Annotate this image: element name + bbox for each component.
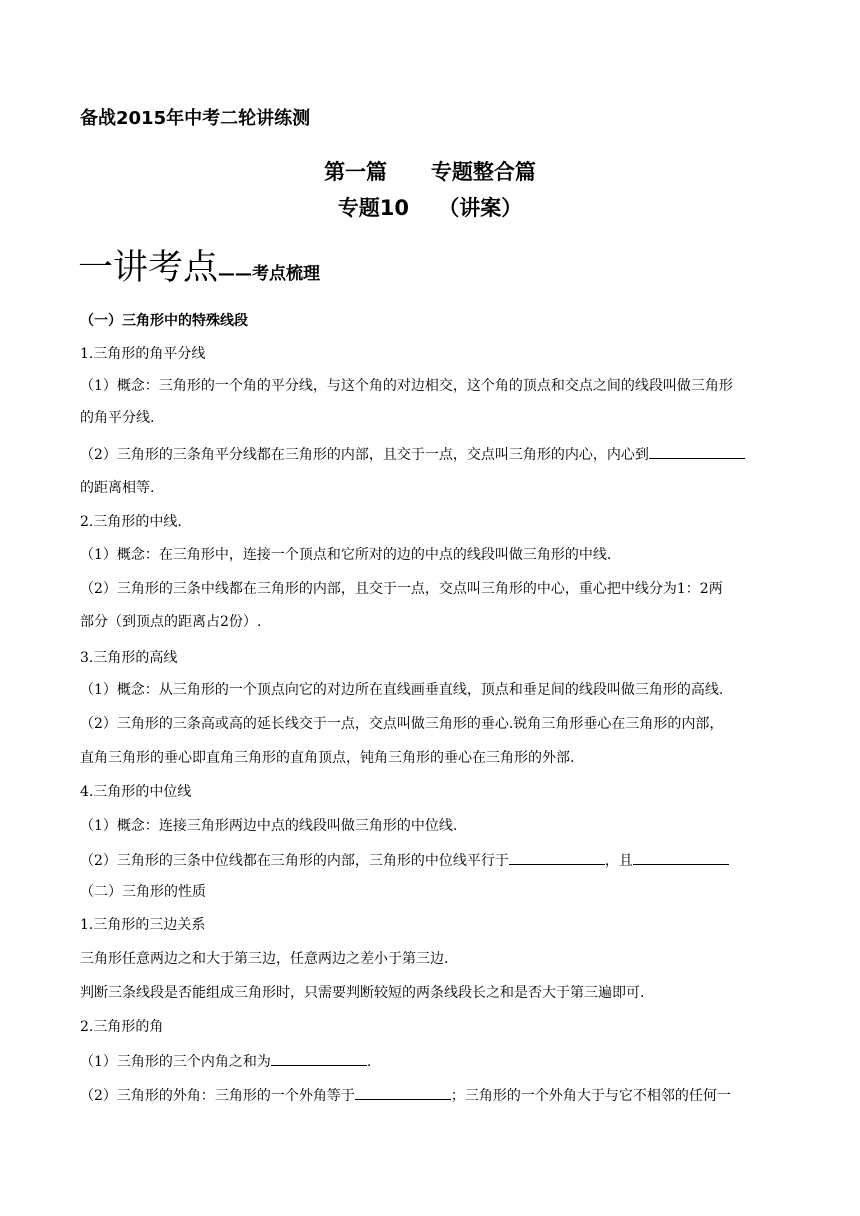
paragraph-line	[80, 1053, 371, 1070]
paragraph-line: 判断三条线段是否能组成三角形时，只需要判断较短的两条线段长之和是否大于第三遍即可.	[80, 985, 645, 1001]
paragraph-line: 的角平分线.	[80, 410, 155, 426]
paragraph-line	[80, 852, 729, 869]
paragraph-line	[80, 446, 745, 463]
fill-in-blank[interactable]	[271, 1053, 367, 1066]
item-heading: 1.三角形的角平分线	[80, 346, 206, 362]
subsection-heading: （一）三角形中的特殊线段	[80, 313, 248, 329]
paragraph-text: .	[366, 1054, 372, 1070]
paragraph-line: 三角形任意两边之和大于第三边，任意两边之差小于第三边.	[80, 951, 449, 967]
paragraph-text: ；三角形的一个外角大于与它不相邻的任何一	[450, 1088, 731, 1104]
subsection-heading: （二）三角形的性质	[80, 884, 206, 900]
fill-in-blank[interactable]	[509, 852, 605, 865]
fill-in-blank[interactable]	[355, 1087, 451, 1100]
paragraph-text: （1）三角形的三个内角之和为	[80, 1054, 271, 1070]
paragraph-text: （2）三角形的三条中位线都在三角形的内部，三角形的中位线平行于	[80, 853, 509, 869]
section-heading	[78, 240, 320, 290]
paragraph-line: （1）概念：连接三角形两边中点的线段叫做三角形的中位线.	[80, 818, 458, 834]
paragraph-line: 直角三角形的垂心即直角三角形的直角顶点，钝角三角形的垂心在三角形的外部.	[80, 750, 575, 766]
paragraph-line: 的距离相等.	[80, 480, 155, 496]
section-heading-main: 一讲考点	[78, 248, 219, 288]
topic-title: 专题10 （讲案）	[337, 196, 523, 220]
paragraph-line: （1）概念：在三角形中，连接一个顶点和它所对的边的中点的线段叫做三角形的中线.	[80, 547, 612, 563]
item-heading: 2.三角形的角	[80, 1019, 164, 1035]
paragraph-text: ，且	[604, 853, 633, 869]
section-heading-sub: ——考点梳理	[218, 264, 321, 284]
item-heading: 4.三角形的中位线	[80, 784, 192, 800]
fill-in-blank[interactable]	[649, 446, 745, 459]
item-heading: 3.三角形的高线	[80, 650, 178, 666]
fill-in-blank[interactable]	[633, 852, 729, 865]
paragraph-text: （2）三角形的外角：三角形的一个外角等于	[80, 1088, 355, 1104]
item-heading: 1.三角形的三边关系	[80, 917, 206, 933]
item-heading: 2.三角形的中线.	[80, 514, 182, 530]
paragraph-line	[80, 1087, 731, 1104]
paragraph-line: （1）概念：从三角形的一个顶点向它的对边所在直线画垂直线，顶点和垂足间的线段叫做三角形的高线.	[80, 682, 724, 698]
part-title: 第一篇 专题整合篇	[324, 160, 536, 184]
paragraph-text: （2）三角形的三条角平分线都在三角形的内部，且交于一点，交点叫三角形的内心，内心到	[80, 447, 649, 463]
paragraph-line: （2）三角形的三条高或高的延长线交于一点，交点叫做三角形的垂心.锐角三角形垂心在三角形的内部，	[80, 716, 724, 732]
document-series-title: 备战2015年中考二轮讲练测	[80, 108, 311, 129]
paragraph-line: 部分（到顶点的距离占2份）.	[80, 614, 262, 630]
paragraph-line: （2）三角形的三条中线都在三角形的内部，且交于一点，交点叫三角形的中心，重心把中线分为1：2两	[80, 581, 723, 597]
paragraph-line: （1）概念：三角形的一个角的平分线，与这个角的对边相交，这个角的顶点和交点之间的线段叫做三角形	[80, 378, 733, 394]
